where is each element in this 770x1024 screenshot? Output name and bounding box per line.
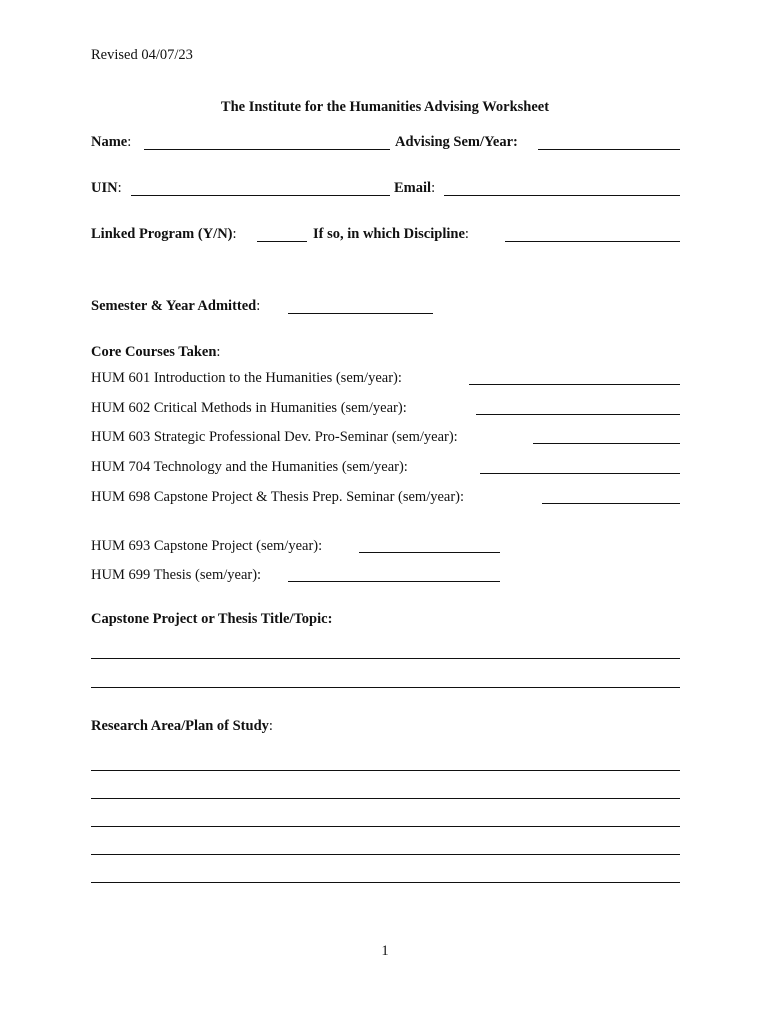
name-field[interactable] (144, 149, 390, 150)
name-row (91, 134, 131, 151)
course-label: HUM 602 Critical Methods in Humanities (sem/year): (91, 400, 407, 416)
colon: : (464, 226, 469, 242)
course-698-field[interactable] (542, 503, 680, 504)
admitted-row (91, 298, 260, 315)
linked-row (91, 226, 237, 243)
uin-label: UIN (91, 180, 118, 196)
core-heading: Core Courses Taken (91, 344, 217, 360)
course-603-field[interactable] (533, 443, 680, 444)
revised-date: Revised 04/07/23 (91, 47, 193, 63)
email-label: Email (394, 180, 432, 196)
colon: : (117, 180, 122, 196)
course-label: HUM 601 Introduction to the Humanities (sem/year): (91, 370, 402, 386)
course-label: HUM 693 Capstone Project (sem/year): (91, 538, 323, 554)
colon: : (127, 134, 132, 150)
capstone-line[interactable] (91, 658, 680, 659)
course-label: HUM 603 Strategic Professional Dev. Pro-Seminar (sem/year): (91, 429, 458, 445)
course-704-field[interactable] (480, 473, 680, 474)
research-label: Research Area/Plan of Study (91, 718, 269, 734)
course-602-field[interactable] (476, 414, 680, 415)
course-601-field[interactable] (469, 384, 680, 385)
course-label: HUM 704 Technology and the Humanities (sem/year): (91, 459, 408, 475)
colon: : (431, 180, 436, 196)
core-heading-row (91, 344, 220, 361)
course-699-field[interactable] (288, 581, 500, 582)
discipline-label: If so, in which Discipline (313, 226, 465, 242)
colon: : (256, 298, 261, 314)
course-693-field[interactable] (359, 552, 500, 553)
discipline-row (313, 226, 469, 243)
advising-field[interactable] (538, 149, 680, 150)
capstone-label: Capstone Project or Thesis Title/Topic: (91, 611, 333, 627)
email-row (394, 180, 435, 197)
linked-field[interactable] (257, 241, 307, 242)
research-row (91, 718, 273, 735)
page-title: The Institute for the Humanities Advising Worksheet (220, 99, 550, 115)
discipline-field[interactable] (505, 241, 680, 242)
uin-field[interactable] (131, 195, 390, 196)
research-line[interactable] (91, 798, 680, 799)
course-label: HUM 698 Capstone Project & Thesis Prep. Seminar (sem/year): (91, 489, 465, 505)
name-label: Name (91, 134, 128, 150)
research-line[interactable] (91, 826, 680, 827)
email-field[interactable] (444, 195, 680, 196)
advising-label: Advising Sem/Year: (395, 134, 518, 150)
research-line[interactable] (91, 770, 680, 771)
capstone-line[interactable] (91, 687, 680, 688)
admitted-field[interactable] (288, 313, 433, 314)
research-line[interactable] (91, 854, 680, 855)
research-line[interactable] (91, 882, 680, 883)
admitted-label: Semester & Year Admitted (91, 298, 257, 314)
linked-label: Linked Program (Y/N) (91, 226, 233, 242)
page-number: 1 (381, 943, 389, 959)
course-label: HUM 699 Thesis (sem/year): (91, 567, 262, 583)
colon: : (216, 344, 221, 360)
colon: : (232, 226, 237, 242)
uin-row (91, 180, 122, 197)
colon: : (268, 718, 273, 734)
